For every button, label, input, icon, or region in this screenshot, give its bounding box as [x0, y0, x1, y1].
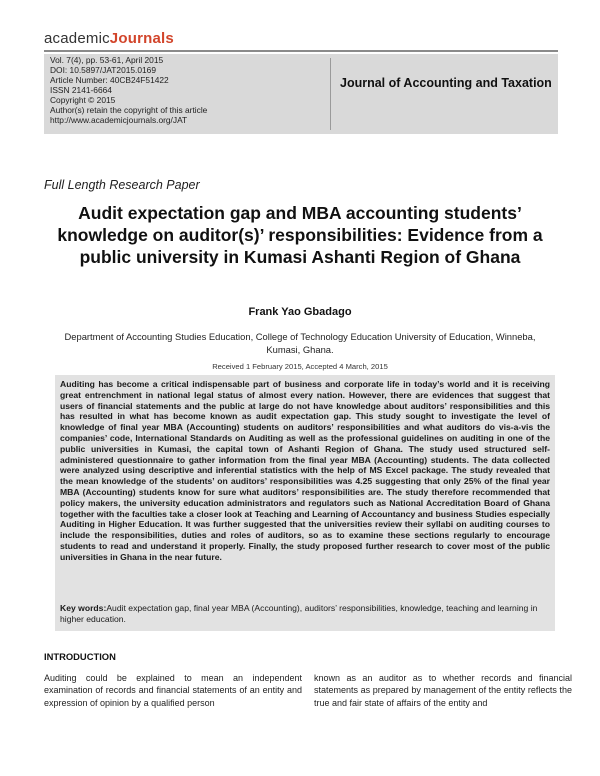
received-dates: Received 1 February 2015, Accepted 4 March, 2015	[212, 362, 388, 371]
paper-title: Audit expectation gap and MBA accounting students’ knowledge on auditor(s)’ responsibilities: Evidence from a public university in Kumasi Ashanti Region of Ghana	[57, 203, 543, 267]
journal-brand-logo	[44, 30, 174, 47]
abstract-text: Auditing has become a critical indispensable part of business and corporate life in today’s world and it is receiving great entrenchment in national legal status of almost every nation. However, there are evidences that suggest that users of financial statements and the public at large do not have knowledge about auditors’ responsibilities and this has resulted in what has become known as audit expectation gap. This study sought to investigate the level of knowledge of final year MBA (Accounting) students on auditors’ responsibilities and what auditors do vis-a-vis the companies’ code, International Standards on Auditing as well as the professional guidelines on auditing in one of the public universities in Kumasi, the capital town of Ashanti Region of Ghana. The study used structured self-administered questionnaire to gather information from the final year MBA (Accounting) students. The data collected were analyzed using descriptive and inferential statistics with the help of MS Excel package. The study revealed that the mean knowledge of the students’ on auditors’ responsibilities was 4.25 suggesting that only 25% of the final year MBA (Accounting) students know for sure what auditors’ responsibilities are. The study therefore recommended that policy makers, the university education administrators and regulators such as National Accreditation Board of Ghana together with the faculties take a closer look at Teaching and Learning of Accountancy and business Studies especially Auditing in Higher Education. It was further suggested that the universities review their syllabi on auditing courses to include the responsibilities, duties and roles of auditors, so as to examine these sections regularly to encourage students to read and understand it properly. Finally, the study proposed further research to cover most of the public universities in Ghana in the near future.	[60, 379, 550, 562]
keywords-label: Key words:	[60, 603, 107, 613]
body-column-right: known as an auditor as to whether records and financial statements as prepared by management of the entity reflects the true and fair state of affairs of the entity and	[314, 673, 572, 708]
journal-name: Journal of Accounting and Taxation	[340, 76, 552, 90]
meta-url-link[interactable]: http://www.academicjournals.org/JAT	[50, 115, 188, 125]
article-metadata	[50, 55, 207, 125]
brand-journals: Journals	[109, 30, 174, 47]
author-affiliation: Department of Accounting Studies Education, College of Technology Education University of Education, Winneba, Kumasi, Ghana.	[64, 331, 536, 355]
meta-issn: ISSN 2141-6664	[50, 85, 112, 95]
body-column-left: Auditing could be explained to mean an independent examination of records and financial statements of an entity and expression of opinion by a qualified person	[44, 673, 302, 708]
meta-copyright: Copyright © 2015	[50, 95, 116, 105]
meta-article-number: Article Number: 40CB24F51422	[50, 75, 169, 85]
meta-rights: Author(s) retain the copyright of this article	[50, 105, 208, 115]
brand-academic: academic	[44, 30, 110, 47]
meta-volume: Vol. 7(4), pp. 53-61, April 2015	[50, 55, 164, 65]
keywords-list: Audit expectation gap, final year MBA (Accounting), auditors’ responsibilities, knowledge, teaching and learning in higher education.	[60, 603, 538, 624]
section-heading-introduction: INTRODUCTION	[44, 651, 116, 662]
meta-doi: DOI: 10.5897/JAT2015.0169	[50, 65, 156, 75]
paper-type: Full Length Research Paper	[44, 178, 200, 192]
header-rule	[44, 50, 558, 52]
author-name: Frank Yao Gbadago	[248, 306, 352, 318]
info-divider	[330, 58, 331, 130]
keywords	[60, 603, 550, 625]
